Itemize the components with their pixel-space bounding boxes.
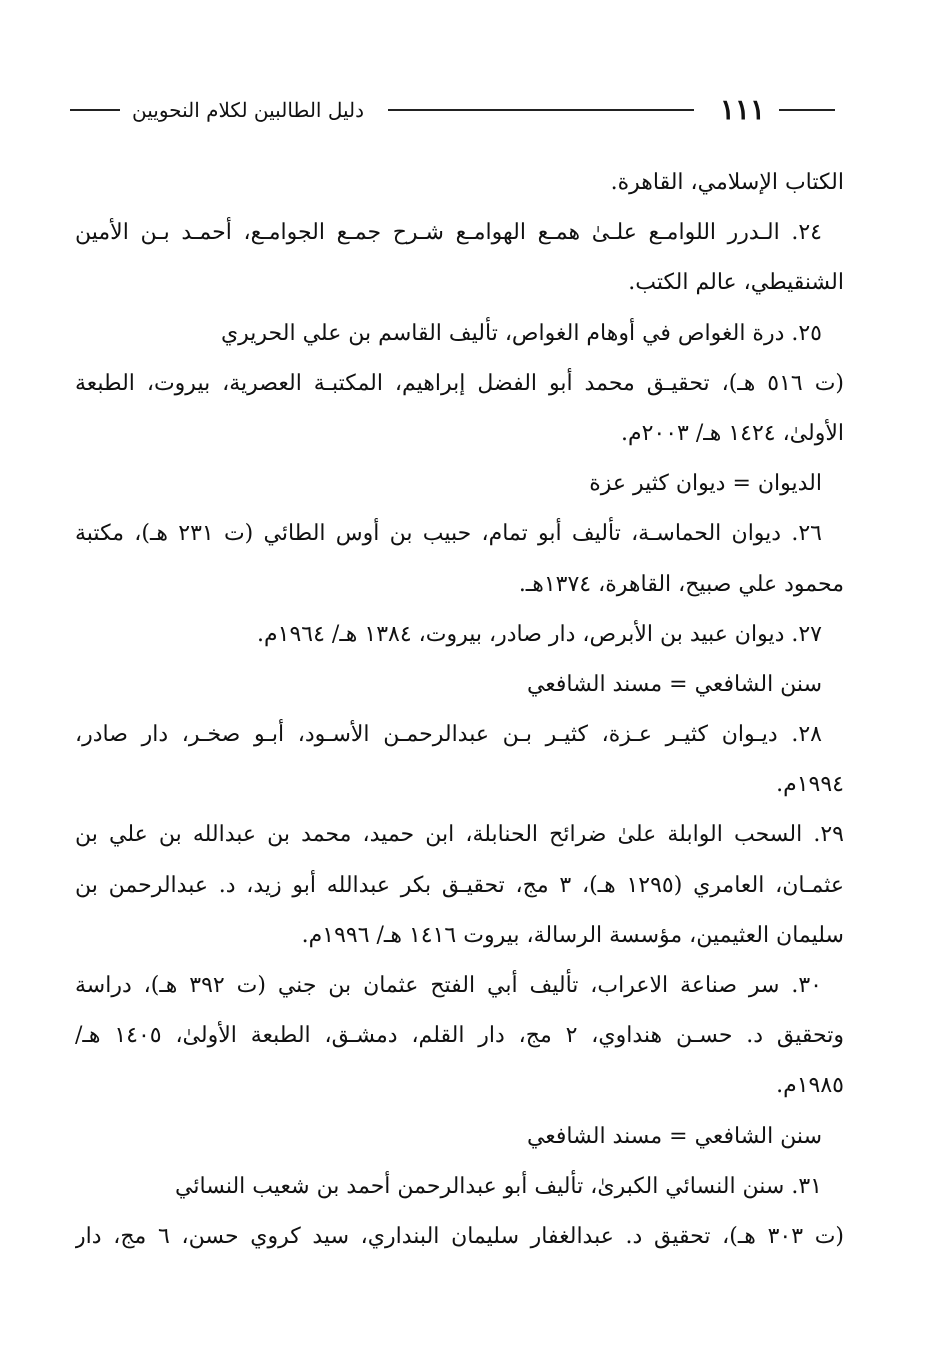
bibliography-text bbox=[75, 158, 844, 1262]
book-title: دليل الطالبين لكلام النحويين bbox=[132, 98, 365, 122]
text-line: سليمان العثيمين، مؤسسة الرسالة، بيروت ١٤١٦ هـ/ ١٩٩٦م. bbox=[301, 922, 844, 948]
text-line: الأولىٰ، ١٤٢٤ هـ/ ٢٠٠٣م. bbox=[620, 420, 844, 446]
text-line: محمود علي صبيح، القاهرة، ١٣٧٤هـ. bbox=[518, 571, 844, 597]
text-line: ١٩٨٥م. bbox=[776, 1073, 844, 1099]
text-line: ٣٠. سر صناعة الاعراب، تأليف أبي الفتح عثمان بن جني (ت ٣٩٢ هـ)، دراسة bbox=[75, 973, 822, 998]
text-line: الكتاب الإسلامي، القاهرة. bbox=[610, 170, 844, 195]
text-line: ٣١. سنن النسائي الكبرىٰ، تأليف أبو عبدالرحمن أحمد بن شعيب النسائي bbox=[175, 1173, 822, 1199]
text-line: سنن الشافعي = مسند الشافعي bbox=[526, 1123, 822, 1149]
page-number: ١١١ bbox=[719, 93, 765, 126]
header-rule-left bbox=[70, 109, 120, 111]
text-line: ٢٦. ديوان الحماسـة، تأليف أبو تمام، حبيب بن أوس الطائي (ت ٢٣١ هـ)، مكتبة bbox=[75, 521, 822, 547]
text-line: ٢٩. السحب الوابلة علىٰ ضرائح الحنابلة، ابن حميد، محمد بن عبدالله بن علي بن bbox=[75, 822, 844, 848]
running-header bbox=[70, 92, 835, 128]
text-line: الشنقيطي، عالم الكتب. bbox=[628, 270, 844, 296]
text-line: سنن الشافعي = مسند الشافعي bbox=[526, 671, 822, 697]
text-line: وتحقيق د. حسـن هنداوي، ٢ مج، دار القلم، دمشـق، الطبعة الأولىٰ، ١٤٠٥ هـ/ bbox=[75, 1023, 844, 1049]
text-line: ٢٧. ديوان عبيد بن الأبرص، دار صادر، بيروت، ١٣٨٤ هـ/ ١٩٦٤م. bbox=[257, 621, 822, 647]
header-rule-right bbox=[779, 109, 835, 111]
text-line: (ت ٥١٦ هـ)، تحقيـق محمد أبو الفضل إبراهيم، المكتبـة العصرية، بيروت، الطبعة bbox=[75, 370, 844, 396]
text-line: (ت ٣٠٣ هـ)، تحقيق د. عبدالغفار سليمان البنداري، سيد كروي حسن، ٦ مج، دار bbox=[75, 1223, 844, 1249]
text-line: الديوان = ديوان كثير عزة bbox=[589, 471, 822, 497]
text-line: عثمـان، العامري (١٢٩٥ هـ)، ٣ مج، تحقيـق بكر عبدالله أبو زيد، د. عبدالرحمن بن bbox=[75, 872, 844, 898]
text-line: ١٩٩٤م. bbox=[776, 772, 844, 798]
header-rule-middle bbox=[388, 109, 694, 111]
text-line: ٢٥. درة الغواص في أوهام الغواص، تأليف القاسم بن علي الحريري bbox=[220, 320, 822, 346]
text-line: ٢٤. الـدرر اللوامـع علـىٰ همـع الهوامـع شـرح جمـع الجوامـع، أحمـد بـن الأمين bbox=[75, 220, 822, 246]
text-line: ٢٨. ديـوان كثيـر عـزة، كثيـر بـن عبدالرحمـن الأسـود، أبـو صخـر، دار صادر، bbox=[75, 722, 822, 748]
